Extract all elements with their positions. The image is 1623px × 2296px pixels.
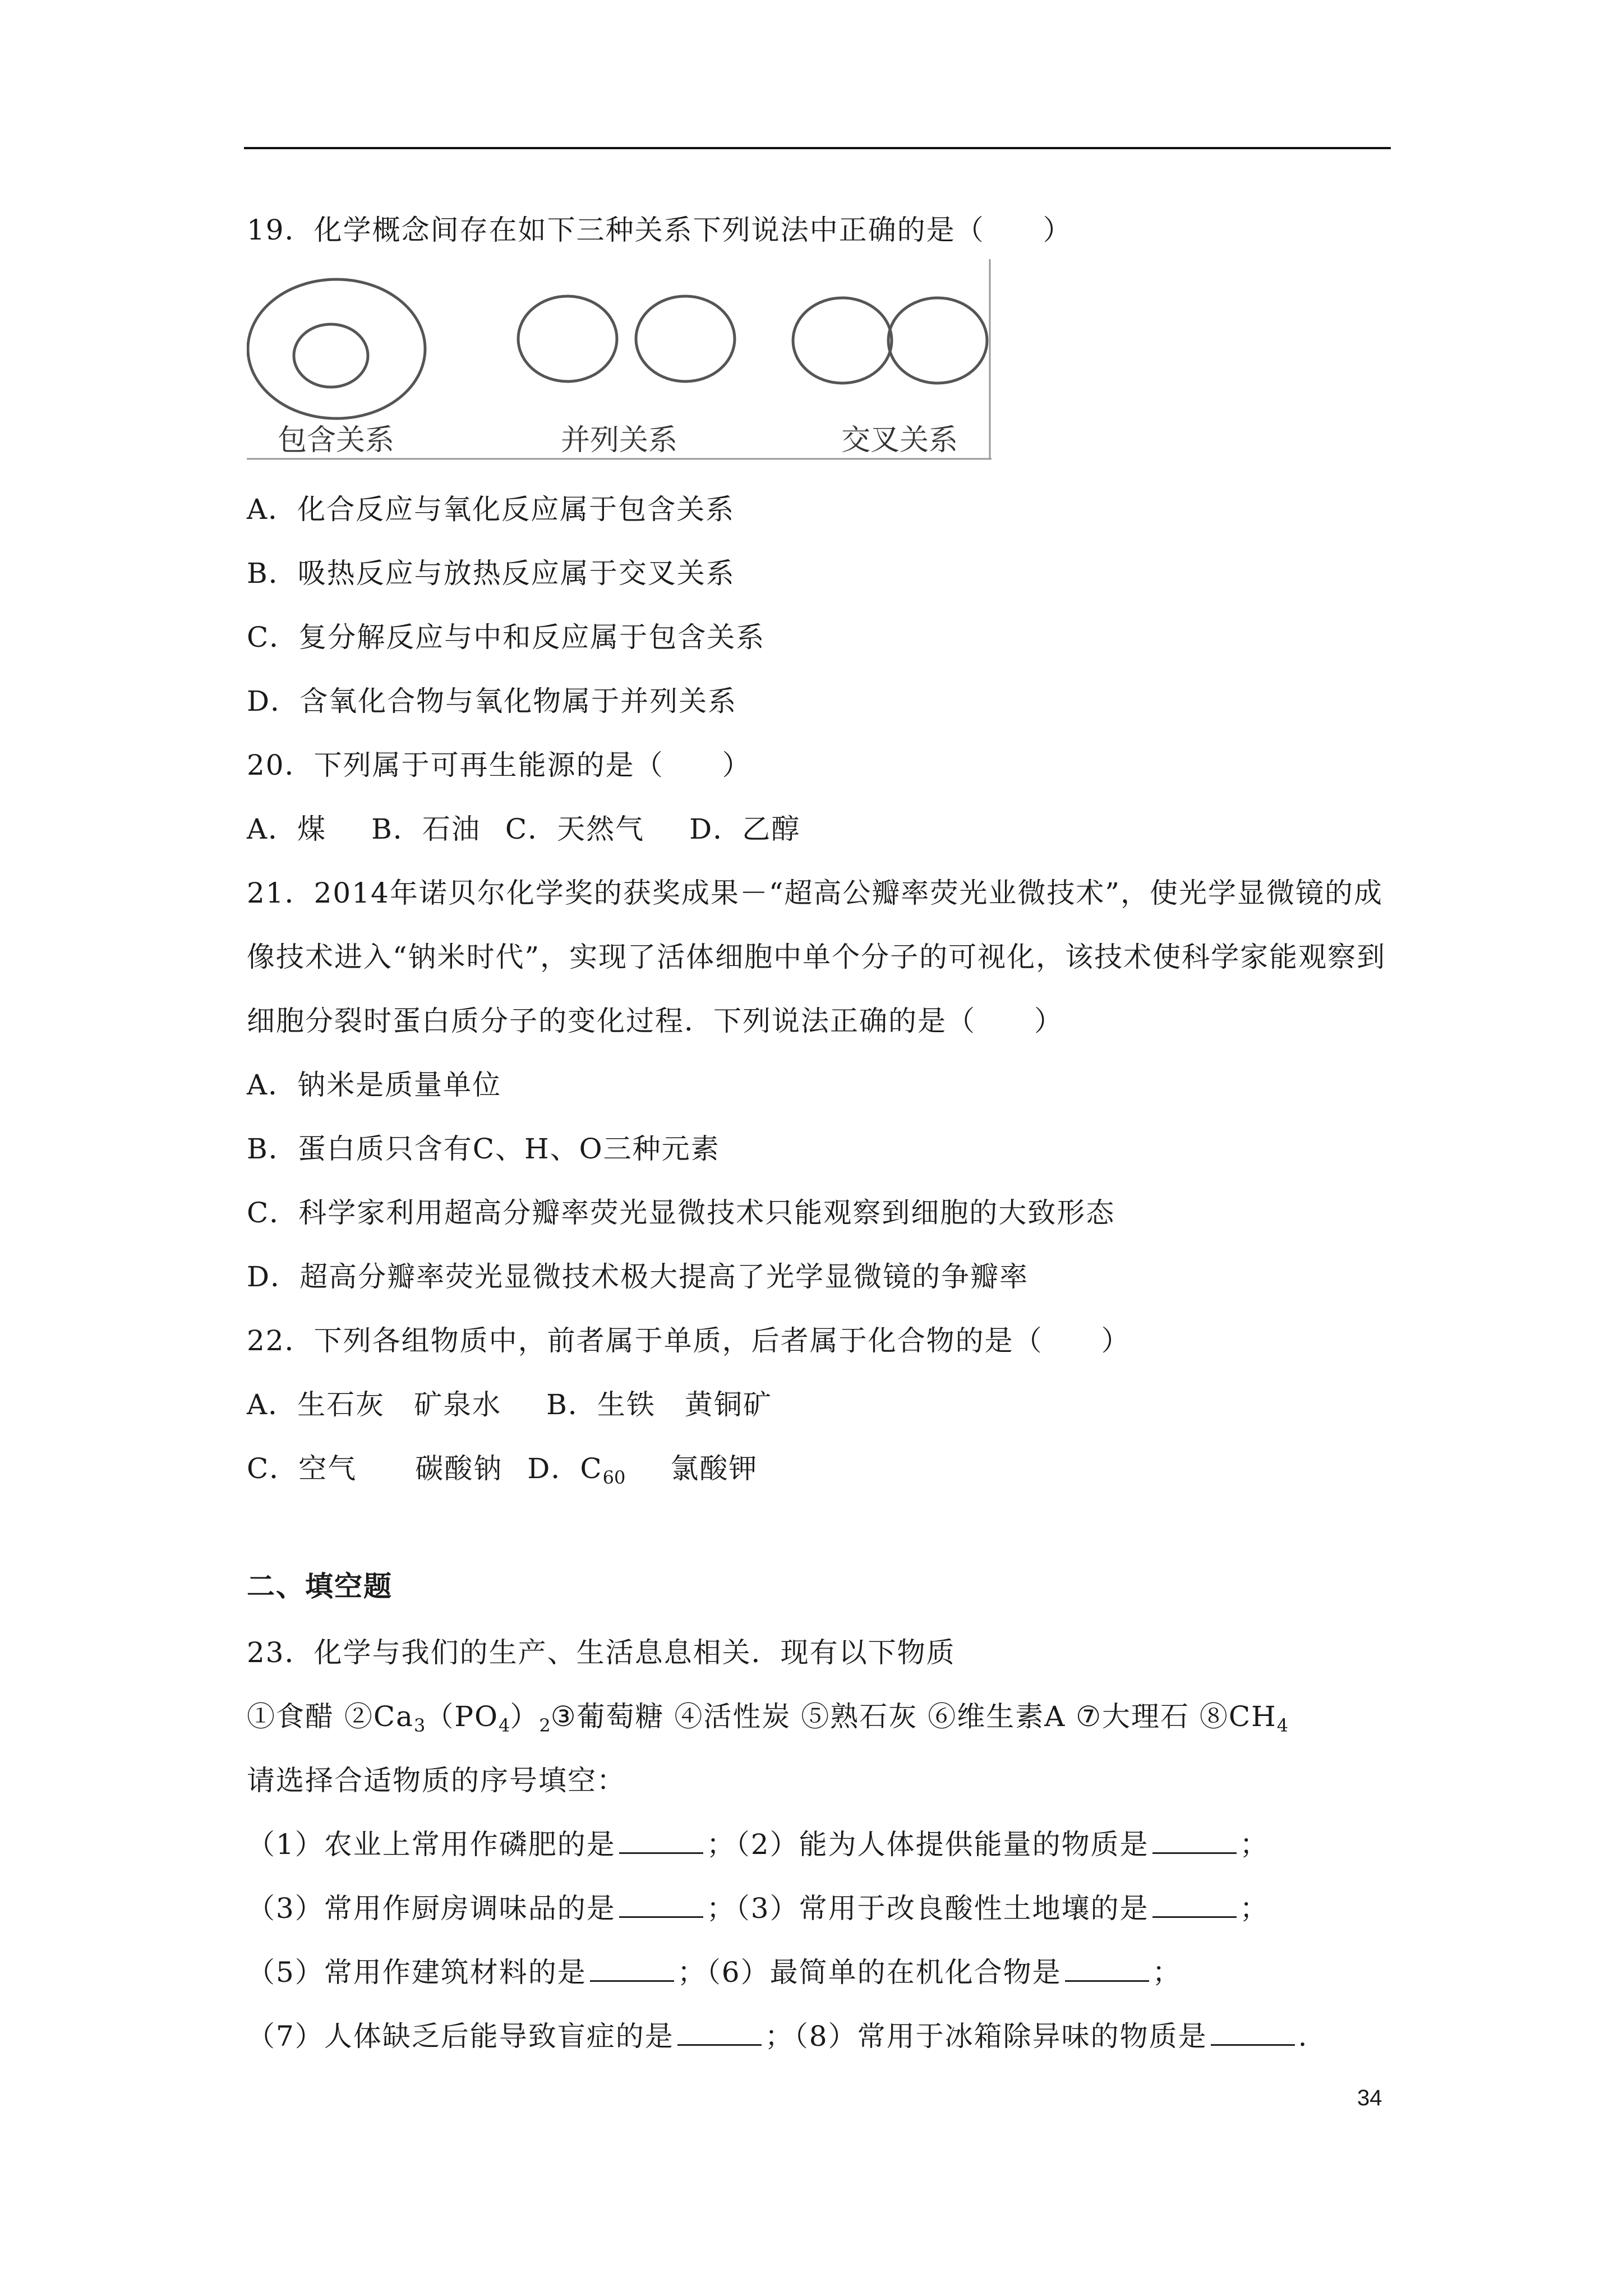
- blank-4-prompt: ；（3）常用于改良酸性土地壤的是: [706, 1892, 1149, 1925]
- inclusion-inner-circle: [294, 324, 368, 387]
- materials-sub-1: 3: [413, 1715, 426, 1736]
- inclusion-outer-circle: [248, 279, 425, 418]
- intersect-left-circle: [793, 298, 892, 383]
- answer-blank-8[interactable]: [1211, 2018, 1295, 2046]
- section-heading-fill-in: 二、填空题: [247, 1570, 393, 1603]
- answer-blank-4[interactable]: [1152, 1890, 1237, 1918]
- blank-8-prompt: ；（8）常用于冰箱除异味的物质是: [764, 2020, 1207, 2053]
- q23-blank-row-2: [247, 1890, 1269, 1926]
- q20-stem: 20．下列属于可再生能源的是（ ）: [247, 749, 751, 781]
- q21-stem-line-3: 细胞分裂时蛋白质分子的变化过程．下列说法正确的是（ ）: [247, 1005, 1063, 1037]
- q20-option-c: C．天然气: [505, 813, 645, 845]
- q23-blank-row-1: [247, 1826, 1269, 1862]
- q20-options: [247, 811, 800, 847]
- header-rule: [244, 147, 1391, 149]
- materials-part-1: ①食醋 ②Ca: [247, 1700, 414, 1733]
- answer-blank-6[interactable]: [1065, 1954, 1149, 1982]
- parallel-right-circle: [636, 296, 735, 381]
- materials-sub-2: 4: [498, 1715, 510, 1736]
- q23-materials: [247, 1699, 1288, 1743]
- blank-7-prompt: （7）人体缺乏后能导致盲症的是: [247, 2020, 674, 2053]
- q22-option-a: A．生石灰 矿泉水: [247, 1388, 502, 1421]
- q21-option-c: C．科学家利用超高分瓣率荧光显微技术只能观察到细胞的大致形态: [247, 1197, 1115, 1229]
- row-2-end: ；: [1239, 1892, 1269, 1925]
- q22-option-d-prefix: D．C: [527, 1452, 603, 1485]
- materials-part-4: ③葡萄糖 ④活性炭 ⑤熟石灰 ⑥维生素A ⑦大理石 ⑧CH: [550, 1700, 1277, 1733]
- q22-options-ab: [247, 1387, 772, 1423]
- q21-option-b: B．蛋白质只含有C、H、O三种元素: [247, 1133, 720, 1165]
- answer-blank-3[interactable]: [619, 1890, 703, 1918]
- q19-option-b: B．吸热反应与放热反应属于交叉关系: [247, 557, 735, 590]
- q23-stem: 23．化学与我们的生产、生活息息相关．现有以下物质: [247, 1636, 956, 1669]
- blank-6-prompt: ；（6）最简单的在机化合物是: [677, 1956, 1062, 1989]
- q20-option-a: A．煤: [247, 813, 327, 845]
- materials-sub-3: 2: [539, 1715, 551, 1736]
- page-number: 34: [1357, 2086, 1382, 2110]
- q19-option-c: C．复分解反应与中和反应属于包含关系: [247, 621, 766, 654]
- blank-5-prompt: （5）常用作建筑材料的是: [247, 1956, 587, 1989]
- relationship-diagram: [247, 259, 993, 461]
- blank-1-prompt: （1）农业上常用作磷肥的是: [247, 1828, 616, 1861]
- label-intersect: 交叉关系: [841, 424, 958, 457]
- materials-part-3: ）: [510, 1700, 540, 1733]
- q22-option-d-suffix: 氯酸钾: [670, 1452, 758, 1485]
- q21-option-a: A．钠米是质量单位: [247, 1069, 502, 1101]
- q23-instruction: 请选择合适物质的序号填空：: [247, 1764, 626, 1797]
- parallel-left-circle: [518, 296, 617, 381]
- q22-option-d-subscript: 60: [602, 1467, 626, 1488]
- intersect-right-circle: [888, 298, 987, 383]
- q21-option-d: D．超高分瓣率荧光显微技术极大提高了光学显微镜的争瓣率: [247, 1260, 1029, 1293]
- q19-option-d: D．含氧化合物与氧化物属于并列关系: [247, 685, 737, 717]
- answer-blank-1[interactable]: [619, 1826, 703, 1854]
- row-4-end: .: [1298, 2020, 1308, 2053]
- q22-options-cd: [247, 1451, 758, 1496]
- venn-figure: [247, 259, 993, 461]
- row-1-end: ；: [1239, 1828, 1269, 1861]
- blank-2-prompt: ；（2）能为人体提供能量的物质是: [706, 1828, 1149, 1861]
- q21-stem-line-2: 像技术进入“钠米时代”，实现了活体细胞中单个分子的可视化，该技术使科学家能观察到: [247, 941, 1386, 973]
- q20-option-d: D．乙醇: [689, 813, 801, 845]
- q22-stem: 22．下列各组物质中，前者属于单质，后者属于化合物的是（ ）: [247, 1324, 1131, 1357]
- q21-stem-line-1: 21．2014年诺贝尔化学奖的获奖成果－“超高公瓣率荧光业微技术”，使光学显微镜的成: [247, 877, 1383, 909]
- blank-3-prompt: （3）常用作厨房调味品的是: [247, 1892, 616, 1925]
- q22-option-c: C．空气 碳酸钠: [247, 1452, 503, 1485]
- label-inclusion: 包含关系: [278, 424, 395, 457]
- answer-blank-2[interactable]: [1152, 1826, 1237, 1854]
- q22-option-b: B．生铁 黄铜矿: [546, 1388, 772, 1421]
- q20-option-b: B．石油: [371, 813, 481, 845]
- materials-sub-4: 4: [1276, 1715, 1289, 1736]
- q23-blank-row-3: [247, 1954, 1182, 1990]
- answer-blank-7[interactable]: [677, 2018, 762, 2046]
- q19-stem: 19．化学概念间存在如下三种关系下列说法中正确的是（ ）: [247, 214, 1072, 246]
- materials-part-2: （PO: [425, 1700, 499, 1733]
- row-3-end: ；: [1152, 1956, 1182, 1989]
- q19-option-a: A．化合反应与氧化反应属于包含关系: [247, 493, 735, 526]
- answer-blank-5[interactable]: [590, 1954, 674, 1982]
- label-parallel: 并列关系: [561, 424, 678, 457]
- q23-blank-row-4: [247, 2018, 1308, 2054]
